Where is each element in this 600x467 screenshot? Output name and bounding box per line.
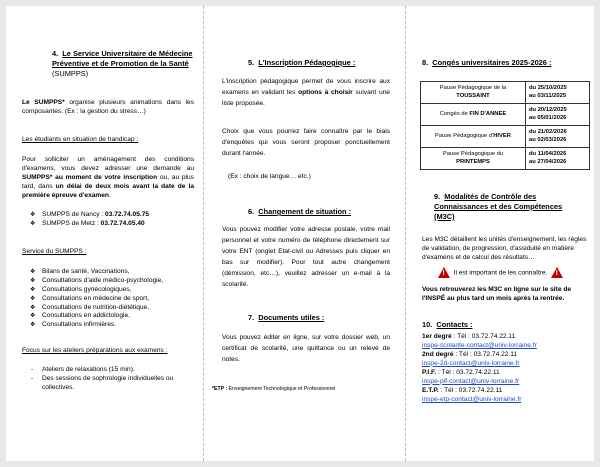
conge-from: du 11/04/2026	[529, 150, 567, 157]
list-item: ❖ Consultations en médecine de sport,	[28, 295, 198, 304]
contact-label: degré	[433, 333, 452, 340]
s5-text-c: suivant une liste proposée.	[222, 89, 390, 108]
contact-item	[422, 369, 592, 386]
contacts-list	[422, 333, 592, 405]
contact-tel: : Tél : 03.72.74.22.11	[440, 387, 503, 395]
table-cell-dates	[526, 148, 590, 170]
conge-bold: TOUSSAINT	[456, 92, 490, 99]
footnote	[212, 386, 335, 393]
conge-to: au 05/01/2026	[529, 114, 567, 121]
section-title: Le Service Universitaire de Médecine Préventive et de Promotion de la Santé	[52, 49, 193, 68]
fold-line	[203, 6, 204, 461]
section-number: 10.	[422, 320, 433, 329]
phone-item-metz	[28, 220, 194, 229]
section-title: Contacts :	[436, 320, 473, 329]
phone-label: SUMPPS de Nancy :	[42, 211, 104, 218]
conge-to: au 02/03/2026	[529, 136, 567, 143]
section-number: 8.	[422, 58, 429, 67]
column-middle	[206, 6, 402, 461]
handicap-bold-1: SUMPPS* au moment de votre inscription	[22, 173, 158, 181]
contact-label: degré	[435, 351, 454, 359]
section-number: 7.	[248, 313, 255, 322]
contact-tel: : Tél : 03.72.74.22.11	[438, 369, 500, 377]
table-cell-dates	[526, 82, 590, 104]
section-5-title	[248, 58, 355, 68]
section-8-title	[422, 58, 551, 68]
intro-text: organise plusieurs animations dans les composantes. (Ex : la gestion du stress…)	[22, 99, 194, 115]
table-cell-label	[421, 148, 526, 170]
contact-email-link[interactable]: inspe-etp-contact@univ-lorraine.fr	[422, 395, 522, 403]
column-right	[408, 6, 594, 461]
list-item: - Des sessions de sophrologie individuelles ou collectives.	[28, 375, 196, 393]
table-cell-label	[421, 104, 526, 126]
conge-pre: Pause Pédagogique du	[442, 150, 504, 157]
table-cell-label	[421, 126, 526, 148]
list-item: ❖ Consultations en addictologie,	[28, 312, 198, 321]
section-number: 9.	[434, 192, 441, 201]
table-cell-label	[421, 82, 526, 104]
section-6-title	[248, 207, 351, 217]
conge-bold: HIVER	[493, 132, 511, 139]
list-item: ❖ Bilans de santé, Vaccinations,	[28, 268, 198, 277]
conges-table	[420, 81, 590, 170]
phone-list	[28, 211, 194, 229]
conge-from: du 21/02/2026	[529, 128, 567, 135]
table-row	[421, 104, 590, 126]
intro-bold: Le SUMPPS*	[22, 99, 65, 106]
handicap-bold-2: un délai de deux mois avant la date de la première épreuve d'examen	[22, 182, 194, 199]
contact-email-link[interactable]: inspe-scolarite-contact@univ-lorraine.fr	[422, 341, 537, 349]
conge-bold: FIN D'ANNEE	[469, 110, 507, 117]
section-number: 5.	[248, 58, 255, 67]
contact-item	[422, 333, 592, 350]
handicap-end: .	[108, 191, 111, 199]
s9-warning	[438, 267, 563, 278]
table-row	[421, 82, 590, 104]
s5-paragraph-3: (Ex : choix de langue… etc.)	[228, 173, 311, 180]
section-4-title	[52, 49, 198, 79]
contact-email-link[interactable]: inspe-pif-contact@univ-lorraine.fr	[422, 377, 520, 385]
s5-paragraph-2: Choix que vous pourrez faire connaître par le biais d'enquêtes qui vous seront proposer ponctuellement durant l'année.	[222, 128, 390, 158]
handicap-heading: Les étudiants en situation de handicap :	[22, 136, 139, 143]
list-item: ❖ Consultations d'aide médico-psychologie,	[28, 277, 198, 286]
warning-icon	[551, 267, 563, 278]
list-item: ❖ Consultations infirmières.	[28, 321, 198, 330]
section-7-title	[248, 313, 324, 323]
contact-email-link[interactable]: inspe-2d-contact@univ-lorraine.fr	[422, 359, 520, 367]
section-number: 6.	[248, 207, 255, 216]
phone-number: 03.72.74.05.40	[100, 219, 145, 227]
column-left	[6, 6, 202, 461]
s9-bold-note: Vous retrouverez les M3C en ligne sur le site de l'INSPÉ au plus tard un mois après la rentrée.	[422, 286, 572, 302]
section-9-title	[434, 192, 584, 222]
table-row	[421, 126, 590, 148]
section-number: 4.	[52, 49, 59, 58]
sumpps-intro	[22, 99, 194, 117]
conge-to: au 27/04/2026	[529, 158, 567, 165]
table-cell-dates	[526, 104, 590, 126]
contact-label: E.T.P.	[422, 387, 439, 395]
contact-tel: : Tél : 03.72.74.22.11	[453, 333, 516, 340]
contact-item	[422, 351, 592, 368]
s5-text-bold: options à choisir	[298, 89, 353, 97]
brochure-page	[6, 6, 594, 461]
service-list	[28, 268, 198, 330]
table-row	[421, 148, 590, 170]
conge-pre: Pause Pédagogique de la	[439, 84, 507, 91]
phone-item-nancy	[28, 211, 194, 220]
conge-to: au 03/11/2025	[529, 92, 567, 99]
focus-heading: Focus sur les ateliers préparations aux examens :	[22, 347, 168, 354]
handicap-text-1: Pour solliciter un aménagement des conditions d'examens, vous devez adresser une demande au	[22, 156, 194, 172]
conge-bold: PRINTEMPS	[456, 158, 490, 165]
handicap-text	[22, 156, 194, 200]
warning-text: Il est important de les connaître.	[453, 269, 548, 277]
contact-label: P.I.F.	[422, 369, 437, 377]
footnote-text: Enseignement Technologique et Professionnel	[228, 386, 336, 392]
list-item: ❖ Consultations gynécologiques,	[28, 286, 198, 295]
conge-from: du 25/10/2025	[529, 84, 567, 91]
section-title: Documents utiles :	[258, 313, 325, 322]
handicap-text-2: ou, au plus tard, dans	[22, 173, 194, 190]
section-title-suffix: (SUMPPS)	[52, 68, 89, 78]
list-item: - Ateliers de relaxations (15 min).	[28, 366, 196, 375]
ateliers-list	[28, 366, 196, 393]
list-item: ❖ Consultations de nutrition-diététique,	[28, 304, 198, 313]
contact-item	[422, 387, 592, 404]
contact-tel: : Tél : 03.72.74.22.11	[455, 351, 518, 359]
warning-icon	[438, 267, 450, 278]
phone-label: SUMPPS de Metz :	[42, 219, 99, 227]
section-title: Changement de situation :	[258, 207, 352, 216]
s6-paragraph: Vous pouvez modifier votre adresse postale, votre mail personnel et votre numéro de téléphone directement sur votre ENT (onglet Etat-civil ou Adresses puis cliquer en bas sur modifier). Pour tout autre changement (démission, etc…), veuillez adresser un e-mail à la scolarité.	[222, 226, 390, 289]
section-10-title	[422, 320, 473, 330]
phone-number: 03.72.74.05.75	[105, 211, 150, 218]
contact-sup: 1er	[422, 333, 432, 340]
contact-sup: 2nd	[422, 351, 434, 359]
section-title: L'Inscription Pédagogique :	[258, 58, 356, 67]
s5-paragraph-1	[222, 76, 390, 110]
service-heading: Service du SUMPPS :	[22, 248, 87, 255]
section-title: Modalités de Contrôle des Connaissances et des Compétences (M3C)	[434, 192, 563, 221]
conge-from: du 20/12/2025	[529, 106, 567, 113]
fold-line	[405, 6, 406, 461]
footnote-mark: *ETP :	[212, 386, 228, 392]
table-cell-dates	[526, 126, 590, 148]
conge-pre: Congés de	[439, 110, 468, 117]
s5-text-a: L'inscription pédagogique permet de vous inscrire aux examens en validant les	[222, 78, 390, 97]
s7-paragraph: Vous pouvez éditer en ligne, sur votre dossier web, un certificat de scolarité, une quittance ou un relevé de notes.	[222, 334, 390, 364]
section-title: Congés universitaires 2025-2026 :	[432, 58, 552, 67]
s9-paragraph: Les M3C détaillent les unités d'enseignement, les règles de validation, de progression, d'assiduité en matière d'examens et de calcul des résultats…	[422, 236, 587, 261]
conge-pre: Pause Pédagogique d'	[435, 132, 494, 139]
